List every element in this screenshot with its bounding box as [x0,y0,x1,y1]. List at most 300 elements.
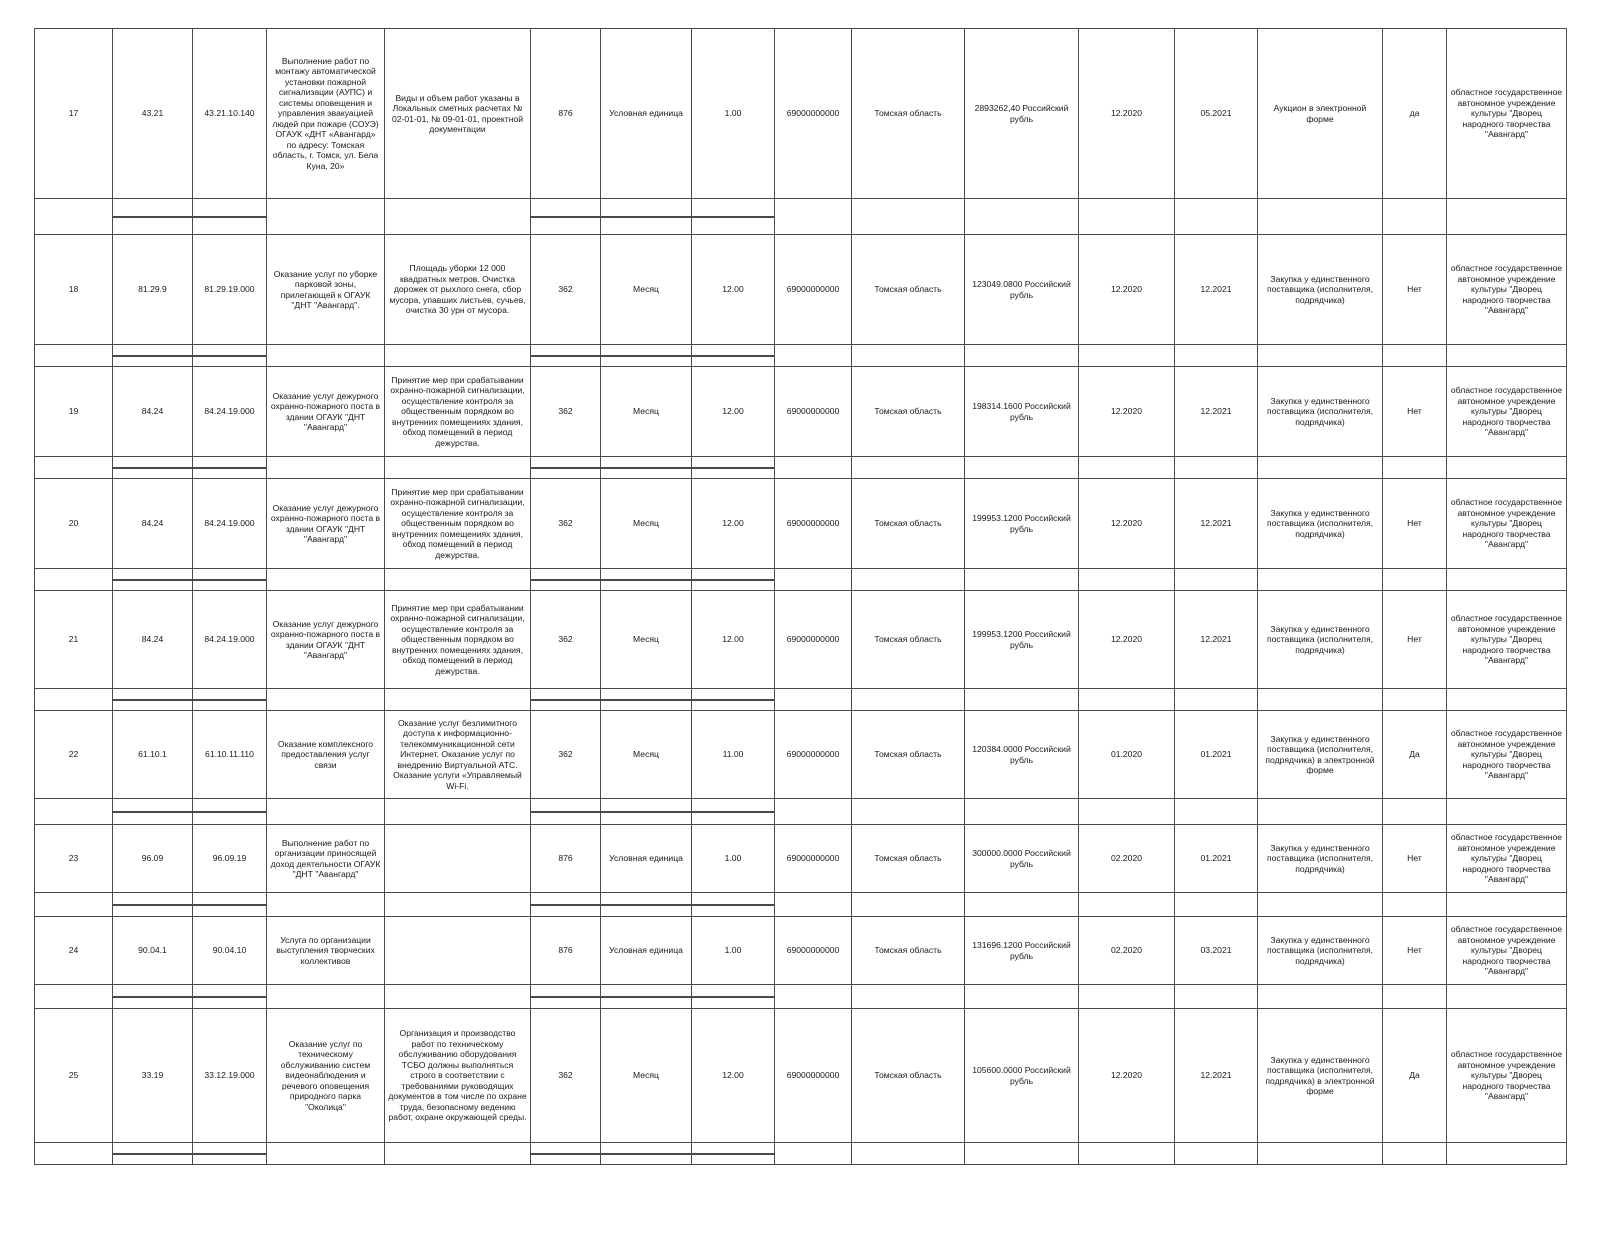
okpd-code-cell: 84.24.19.000 [193,479,267,569]
empty-subcell [385,799,531,825]
empty-subcell [531,985,601,1009]
empty-subcell [267,457,385,479]
empty-subcell [193,1143,267,1165]
table-subrow [35,199,1567,235]
unit-cell: Месяц [601,1009,692,1143]
okei-code-cell: 362 [531,711,601,799]
procurement-method-cell: Закупка у единственного поставщика (исполнителя, подрядчика) в электронной форме [1258,711,1383,799]
unit-cell: Месяц [601,367,692,457]
okato-code-cell: 69000000000 [775,479,852,569]
quantity-cell: 1.00 [692,825,775,893]
subcell-line [113,700,192,701]
subject-cell: Оказание комплексного предоставления услуг связи [267,711,385,799]
empty-subcell [113,1143,193,1165]
end-date-cell: 05.2021 [1175,29,1258,199]
empty-subcell [1175,1143,1258,1165]
empty-subcell [1383,1143,1447,1165]
subcell-line [113,905,192,906]
electronic-form-cell: Нет [1383,235,1447,345]
row-number-cell: 24 [35,917,113,985]
empty-subcell [692,1143,775,1165]
empty-subcell [601,893,692,917]
okato-code-cell: 69000000000 [775,235,852,345]
empty-subcell [531,457,601,479]
region-cell: Томская область [852,235,965,345]
empty-subcell [775,1143,852,1165]
region-cell: Томская область [852,825,965,893]
okved-code-cell: 84.24 [113,367,193,457]
empty-subcell [113,893,193,917]
empty-subcell [385,985,531,1009]
electronic-form-cell: Нет [1383,917,1447,985]
okved-code-cell: 90.04.1 [113,917,193,985]
region-cell: Томская область [852,591,965,689]
empty-subcell [852,569,965,591]
empty-subcell [1383,569,1447,591]
customer-cell: областное государственное автономное учреждение культуры "Дворец народного творчества "Авангард" [1447,591,1567,689]
okei-code-cell: 362 [531,591,601,689]
empty-subcell [385,893,531,917]
empty-subcell [267,1143,385,1165]
empty-subcell [1258,985,1383,1009]
empty-subcell [531,569,601,591]
empty-subcell [1447,199,1567,235]
end-date-cell: 01.2021 [1175,711,1258,799]
subcell-line [113,580,192,581]
subcell-line [531,812,600,813]
empty-subcell [385,345,531,367]
quantity-cell: 12.00 [692,591,775,689]
empty-subcell [1079,689,1175,711]
empty-subcell [1175,199,1258,235]
subcell-line [193,468,266,469]
empty-subcell [775,345,852,367]
okpd-code-cell: 61.10.11.110 [193,711,267,799]
okpd-code-cell: 90.04.10 [193,917,267,985]
empty-subcell [852,893,965,917]
empty-subcell [1175,345,1258,367]
empty-subcell [852,345,965,367]
empty-subcell [35,457,113,479]
empty-subcell [193,689,267,711]
subcell-line [113,1154,192,1155]
okpd-code-cell: 84.24.19.000 [193,591,267,689]
okpd-code-cell: 33.12.19.000 [193,1009,267,1143]
price-cell: 199953.1200 Российский рубль [965,479,1079,569]
empty-subcell [852,689,965,711]
requirements-cell: Площадь уборки 12 000 квадратных метров. Очистка дорожек от рыхлого снега, сбор мусора, упавших листьев, сучьев, очистка 30 урн от мусора. [385,235,531,345]
row-number-cell: 25 [35,1009,113,1143]
table-row [35,711,1567,799]
quantity-cell: 1.00 [692,917,775,985]
requirements-cell: Принятие мер при срабатывании охранно-пожарной сигнализации, осуществление контроля за общественным порядком во внутренних помещениях здания, обход помещений в период дежурства. [385,367,531,457]
subcell-line [113,356,192,357]
subject-cell: Оказание услуг по уборке парковой зоны, прилегающей к ОГАУК "ДНТ "Авангард". [267,235,385,345]
customer-cell: областное государственное автономное учреждение культуры "Дворец народного творчества "Авангард" [1447,1009,1567,1143]
end-date-cell: 12.2021 [1175,367,1258,457]
subcell-line [193,812,266,813]
subcell-line [601,1154,691,1155]
empty-subcell [1383,457,1447,479]
requirements-cell: Организация и производство работ по техническому обслуживанию оборудования ТСБО должны выполняться строго в соответствии с требованиями руководящих документов в том числе по охране труда, безопасному ведению работ, охране окружающей среды. [385,1009,531,1143]
end-date-cell: 12.2021 [1175,235,1258,345]
empty-subcell [1258,569,1383,591]
quantity-cell: 11.00 [692,711,775,799]
okved-code-cell: 81.29.9 [113,235,193,345]
empty-subcell [775,893,852,917]
empty-subcell [692,985,775,1009]
okpd-code-cell: 43.21.10.140 [193,29,267,199]
empty-subcell [1175,893,1258,917]
requirements-cell [385,917,531,985]
empty-subcell [965,569,1079,591]
subcell-line [692,1154,774,1155]
empty-subcell [267,689,385,711]
subcell-line [113,997,192,998]
empty-subcell [692,689,775,711]
table-subrow [35,345,1567,367]
empty-subcell [267,985,385,1009]
procurement-method-cell: Закупка у единственного поставщика (исполнителя, подрядчика) [1258,917,1383,985]
okato-code-cell: 69000000000 [775,367,852,457]
empty-subcell [601,457,692,479]
empty-subcell [35,799,113,825]
okei-code-cell: 362 [531,479,601,569]
table-subrow [35,457,1567,479]
start-date-cell: 12.2020 [1079,479,1175,569]
empty-subcell [692,893,775,917]
empty-subcell [965,1143,1079,1165]
empty-subcell [965,199,1079,235]
unit-cell: Месяц [601,235,692,345]
start-date-cell: 12.2020 [1079,235,1175,345]
empty-subcell [1175,457,1258,479]
empty-subcell [385,199,531,235]
empty-subcell [775,985,852,1009]
price-cell: 123049.0800 Российский рубль [965,235,1079,345]
empty-subcell [775,569,852,591]
subcell-line [531,997,600,998]
empty-subcell [1079,799,1175,825]
electronic-form-cell: Нет [1383,367,1447,457]
empty-subcell [193,799,267,825]
empty-subcell [1258,199,1383,235]
row-number-cell: 18 [35,235,113,345]
empty-subcell [1258,345,1383,367]
subject-cell: Услуга по организации выступления творческих коллективов [267,917,385,985]
okpd-code-cell: 84.24.19.000 [193,367,267,457]
empty-subcell [267,799,385,825]
subcell-line [531,468,600,469]
table-subrow [35,569,1567,591]
subcell-line [531,700,600,701]
empty-subcell [1447,1143,1567,1165]
empty-subcell [1383,345,1447,367]
table-row [35,29,1567,199]
subcell-line [601,997,691,998]
okei-code-cell: 876 [531,825,601,893]
empty-subcell [267,199,385,235]
quantity-cell: 12.00 [692,1009,775,1143]
unit-cell: Месяц [601,711,692,799]
empty-subcell [775,689,852,711]
empty-subcell [1079,893,1175,917]
empty-subcell [601,799,692,825]
empty-subcell [1079,345,1175,367]
subject-cell: Оказание услуг дежурного охранно-пожарного поста в здании ОГАУК "ДНТ "Авангард" [267,479,385,569]
subcell-line [601,580,691,581]
table-row [35,825,1567,893]
empty-subcell [1175,569,1258,591]
empty-subcell [1079,199,1175,235]
empty-subcell [852,985,965,1009]
okpd-code-cell: 96.09.19 [193,825,267,893]
subcell-line [193,700,266,701]
empty-subcell [113,569,193,591]
empty-subcell [385,457,531,479]
price-cell: 131696.1200 Российский рубль [965,917,1079,985]
requirements-cell [385,825,531,893]
procurement-plan-table [34,28,1567,1165]
electronic-form-cell: Да [1383,1009,1447,1143]
okved-code-cell: 33.19 [113,1009,193,1143]
empty-subcell [113,985,193,1009]
empty-subcell [35,1143,113,1165]
okato-code-cell: 69000000000 [775,917,852,985]
empty-subcell [692,569,775,591]
region-cell: Томская область [852,711,965,799]
subcell-line [601,700,691,701]
subcell-line [531,905,600,906]
row-number-cell: 21 [35,591,113,689]
procurement-method-cell: Аукцион в электронной форме [1258,29,1383,199]
table-subrow [35,689,1567,711]
table-row [35,1009,1567,1143]
empty-subcell [601,1143,692,1165]
quantity-cell: 12.00 [692,367,775,457]
subcell-line [601,468,691,469]
okei-code-cell: 876 [531,917,601,985]
okved-code-cell: 61.10.1 [113,711,193,799]
subcell-line [692,997,774,998]
requirements-cell: Принятие мер при срабатывании охранно-пожарной сигнализации, осуществление контроля за общественным порядком во внутренних помещениях здания, обход помещений в период дежурства. [385,479,531,569]
okpd-code-cell: 81.29.19.000 [193,235,267,345]
okato-code-cell: 69000000000 [775,29,852,199]
subcell-line [193,217,266,218]
empty-subcell [692,457,775,479]
unit-cell: Условная единица [601,825,692,893]
electronic-form-cell: Да [1383,711,1447,799]
row-number-cell: 17 [35,29,113,199]
empty-subcell [692,199,775,235]
empty-subcell [531,799,601,825]
procurement-method-cell: Закупка у единственного поставщика (исполнителя, подрядчика) [1258,825,1383,893]
empty-subcell [1258,893,1383,917]
price-cell: 2893262,40 Российский рубль [965,29,1079,199]
procurement-method-cell: Закупка у единственного поставщика (исполнителя, подрядчика) [1258,367,1383,457]
electronic-form-cell: да [1383,29,1447,199]
subcell-line [692,905,774,906]
subject-cell: Выполнение работ по монтажу автоматической установки пожарной сигнализации (АУПС) и системы оповещения и управления эвакуацией людей при пожаре (СОУЭ) ОГАУК «ДНТ «Авангард» по адресу: Томская область, г. Томск, ул. Бела Куна, 20» [267,29,385,199]
subcell-line [601,905,691,906]
empty-subcell [193,345,267,367]
empty-subcell [692,799,775,825]
empty-subcell [193,569,267,591]
electronic-form-cell: Нет [1383,479,1447,569]
okato-code-cell: 69000000000 [775,825,852,893]
empty-subcell [1079,569,1175,591]
empty-subcell [1383,799,1447,825]
empty-subcell [193,457,267,479]
price-cell: 120384.0000 Российский рубль [965,711,1079,799]
empty-subcell [852,457,965,479]
empty-subcell [267,345,385,367]
okei-code-cell: 362 [531,367,601,457]
unit-cell: Месяц [601,479,692,569]
subcell-line [531,580,600,581]
subcell-line [113,812,192,813]
empty-subcell [775,457,852,479]
subcell-line [692,468,774,469]
subcell-line [692,700,774,701]
price-cell: 198314.1600 Российский рубль [965,367,1079,457]
empty-subcell [193,893,267,917]
customer-cell: областное государственное автономное учреждение культуры "Дворец народного творчества "Авангард" [1447,367,1567,457]
table-row [35,479,1567,569]
empty-subcell [113,345,193,367]
table-subrow [35,893,1567,917]
price-cell: 199953.1200 Российский рубль [965,591,1079,689]
empty-subcell [385,569,531,591]
empty-subcell [1079,1143,1175,1165]
empty-subcell [35,199,113,235]
empty-subcell [531,1143,601,1165]
subcell-line [692,356,774,357]
empty-subcell [1258,689,1383,711]
quantity-cell: 1.00 [692,29,775,199]
okved-code-cell: 96.09 [113,825,193,893]
customer-cell: областное государственное автономное учреждение культуры "Дворец народного творчества "Авангард" [1447,711,1567,799]
requirements-cell: Оказание услуг безлимитного доступа к информационно-телекоммуникационной сети Интернет. Оказание услуг по внедрению Виртуальной АТС. Оказание услуги «Управляемый Wi-Fi. [385,711,531,799]
empty-subcell [113,799,193,825]
region-cell: Томская область [852,479,965,569]
start-date-cell: 12.2020 [1079,367,1175,457]
customer-cell: областное государственное автономное учреждение культуры "Дворец народного творчества "Авангард" [1447,917,1567,985]
start-date-cell: 12.2020 [1079,591,1175,689]
empty-subcell [267,893,385,917]
requirements-cell: Принятие мер при срабатывании охранно-пожарной сигнализации, осуществление контроля за общественным порядком во внутренних помещениях здания, обход помещений в период дежурства. [385,591,531,689]
subcell-line [531,356,600,357]
table-row [35,591,1567,689]
empty-subcell [1258,457,1383,479]
subcell-line [692,217,774,218]
empty-subcell [965,345,1079,367]
empty-subcell [601,689,692,711]
subcell-line [193,905,266,906]
empty-subcell [692,345,775,367]
empty-subcell [965,689,1079,711]
table-subrow [35,1143,1567,1165]
okved-code-cell: 84.24 [113,591,193,689]
empty-subcell [1447,985,1567,1009]
empty-subcell [1447,893,1567,917]
empty-subcell [1447,345,1567,367]
procurement-method-cell: Закупка у единственного поставщика (исполнителя, подрядчика) в электронной форме [1258,1009,1383,1143]
row-number-cell: 23 [35,825,113,893]
empty-subcell [1383,985,1447,1009]
empty-subcell [775,799,852,825]
empty-subcell [775,199,852,235]
empty-subcell [1258,799,1383,825]
subcell-line [193,1154,266,1155]
empty-subcell [1447,457,1567,479]
okved-code-cell: 43.21 [113,29,193,199]
empty-subcell [852,199,965,235]
row-number-cell: 19 [35,367,113,457]
empty-subcell [385,1143,531,1165]
subcell-line [113,468,192,469]
subcell-line [692,812,774,813]
subcell-line [601,217,691,218]
electronic-form-cell: Нет [1383,825,1447,893]
region-cell: Томская область [852,917,965,985]
start-date-cell: 02.2020 [1079,825,1175,893]
end-date-cell: 01.2021 [1175,825,1258,893]
empty-subcell [1447,799,1567,825]
subject-cell: Оказание услуг дежурного охранно-пожарного поста в здании ОГАУК "ДНТ "Авангард" [267,591,385,689]
okei-code-cell: 876 [531,29,601,199]
subcell-line [193,580,266,581]
table-subrow [35,799,1567,825]
empty-subcell [852,799,965,825]
empty-subcell [1175,799,1258,825]
start-date-cell: 12.2020 [1079,29,1175,199]
customer-cell: областное государственное автономное учреждение культуры "Дворец народного творчества "Авангард" [1447,235,1567,345]
empty-subcell [193,199,267,235]
subject-cell: Оказание услуг по техническому обслуживанию систем видеонаблюдения и речевого оповещения природного парка "Околица" [267,1009,385,1143]
end-date-cell: 12.2021 [1175,591,1258,689]
empty-subcell [965,457,1079,479]
unit-cell: Условная единица [601,917,692,985]
subcell-line [601,356,691,357]
row-number-cell: 20 [35,479,113,569]
empty-subcell [531,199,601,235]
subcell-line [601,812,691,813]
table-row [35,367,1567,457]
customer-cell: областное государственное автономное учреждение культуры "Дворец народного творчества "Авангард" [1447,29,1567,199]
okato-code-cell: 69000000000 [775,1009,852,1143]
empty-subcell [193,985,267,1009]
empty-subcell [1447,569,1567,591]
empty-subcell [1383,893,1447,917]
empty-subcell [35,569,113,591]
empty-subcell [601,569,692,591]
procurement-method-cell: Закупка у единственного поставщика (исполнителя, подрядчика) [1258,591,1383,689]
okved-code-cell: 84.24 [113,479,193,569]
region-cell: Томская область [852,29,965,199]
quantity-cell: 12.00 [692,235,775,345]
table-row [35,235,1567,345]
empty-subcell [113,457,193,479]
price-cell: 300000.0000 Российский рубль [965,825,1079,893]
row-number-cell: 22 [35,711,113,799]
customer-cell: областное государственное автономное учреждение культуры "Дворец народного творчества "Авангард" [1447,825,1567,893]
empty-subcell [267,569,385,591]
subcell-line [113,217,192,218]
okei-code-cell: 362 [531,1009,601,1143]
price-cell: 105600.0000 Российский рубль [965,1009,1079,1143]
empty-subcell [852,1143,965,1165]
